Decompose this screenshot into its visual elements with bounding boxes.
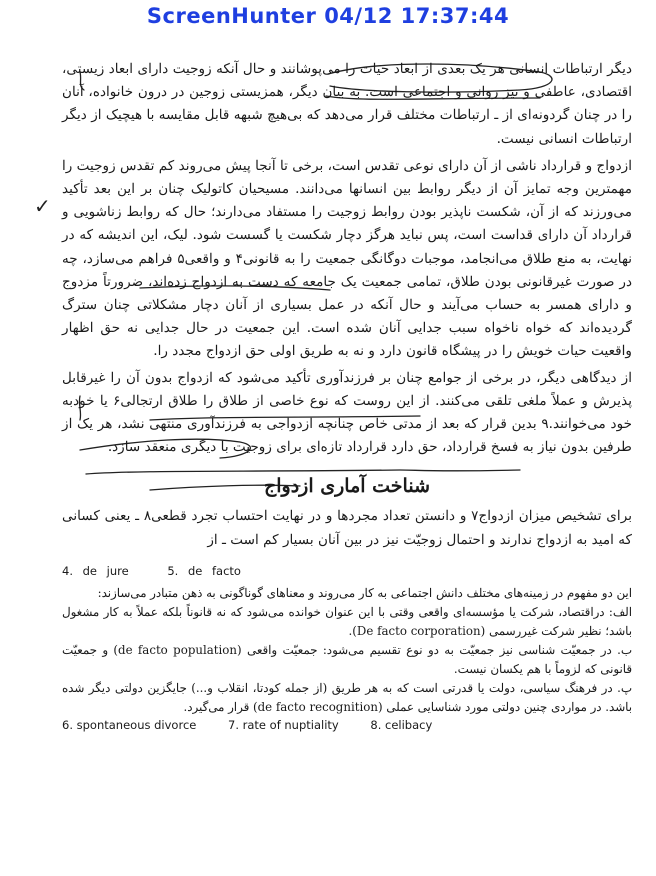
footnote-refs-top xyxy=(62,564,632,578)
footnote-alef: الف: دراقتصاد، شرکت یا مؤسسه‌ای واقعی وقتی با این عنوان خوانده می‌شود که نه قانوناً بلکه عملاً به کار مشغول باشد؛ نظیر شرکت غیررسمی (De facto corporation). xyxy=(62,604,632,638)
footnote-ref-7: 7. rate of nuptiality xyxy=(228,717,339,732)
footnote-refs-bottom xyxy=(62,718,632,732)
paragraph-1: دیگر ارتباطات انسانی هر یک بعدی از ابعاد حیات را می‌پوشانند و حال آنکه زوجیت دارای ابعاد زیستی، اقتصادی، عاطفی و نیز روانی و اجتماعی است. به بیان دیگر، همزیستی زوجین در درون خانواده، آنان را در چنان گردونه‌ای از ـ ارتباطات مختلف قرار می‌دهد که بی‌هیچ شبهه قابل مقایسه با هیچیک از دیگر ارتباطات انسانی نیست. xyxy=(62,61,632,147)
document-page xyxy=(62,46,632,732)
margin-check-mark: ✓ xyxy=(34,194,51,218)
screenhunter-stamp: ScreenHunter 04/12 17:37:44 xyxy=(146,4,510,28)
footnote-ref-8: 8. celibacy xyxy=(370,717,433,732)
paragraph-3: از دیدگاهی دیگر، در برخی از جوامع چنان بر فرزندآوری تأکید می‌شود که ازدواج بدون آن را غیرقابل پذیرش و عملاً ملغی تلقی می‌کنند. از این روست که نوع خاصی از طلاق را طلاق ارتجالی۶ یا خودبه خود می‌خوانند.۹ بدین قرار که بعد از مدتی خاص چنانچه ازدواجی به فرزندآوری منتهی نشد، هر یک از طرفین بدون نیاز به فسخ قرارداد، حق دارد قرارداد تازه‌ای برای زوجیت با دیگری منعقد سازد. xyxy=(62,369,632,456)
footnote-ref-5: 5. de facto xyxy=(167,563,241,578)
section-paragraph: برای تشخیص میزان ازدواج۷ و دانستن تعداد مجردها و در نهایت احتساب تجرد قطعی۸ ـ یعنی کسانی که امید به ازدواج ندارند و احتمال زوجیّت نیز در بین آنان بسیار کم است ـ از xyxy=(62,508,632,548)
footnote-be: ب. در جمعیّت شناسی نیز جمعیّت به دو نوع تقسیم می‌شود: جمعیّت واقعی (de facto population) و جمعیّت قانونی که لزوماً با هم یکسان نیست. xyxy=(62,642,632,676)
footnote-ref-6: 6. spontaneous divorce xyxy=(62,717,197,732)
footnote-ref-4: 4. de jure xyxy=(62,563,129,578)
paragraph-2: ازدواج و قرارداد ناشی از آن دارای نوعی تقدس است، برخی تا آنجا پیش می‌روند کم تقدس زوجیت را مهمترین وجه تمایز آن از دیگر روابط بین انسانها می‌دانند. مسیحیان کاتولیک چنان بر این بعد تأکید می‌ورزند که از آن، شکست ناپذیر بودن روابط زوجیت را مستفاد می‌دارند؛ حال که روابط زناشویی و قرارداد آن دارای قداست است، پس نباید هرگز دچار شکست یا گسست شود. لیک، این اندیشه که در نهایت، به منع طلاق می‌انجامد، موجبات دوگانگی جمعیت را به قانونی۴ و واقعی۵ فراهم می‌سازد، چه در صورت غیرقانونی بودن طلاق، تمامی جمعیت یک جامعه که دست به ازدواج زده‌اند، ضرورتاً مزدوج و دارای همسر به حساب می‌آیند و حال آنکه در عمل بسیاری از آنان دچار مشکلاتی چنان سترگ گردیده‌اند که خواه ناخواه سبب جدایی آنان شده است. این جمعیت در حال جدایی نه حق اظهار واقعیت حیات خویش را در پیشگاه قانون دارد و نه به طریق اولی حق ازدواج مجدد را. xyxy=(62,157,633,360)
footnote-intro: این دو مفهوم در زمینه‌های مختلف دانش اجتماعی به کار می‌روند و معناهای گوناگونی به ذهن متبادر می‌سازند: xyxy=(97,585,632,600)
footnote-pe: پ. در فرهنگ سیاسی، دولت یا قدرتی است که به هر طریق (از جمله کودتا، انقلاب و...) جایگزین دولتی دیگر شده باشد. در مواردی چنین دولتی مورد شناسایی عملی (de facto recognition) قرار می‌گیرد. xyxy=(62,680,632,714)
section-heading: شناخت آماری ازدواج xyxy=(264,475,430,498)
